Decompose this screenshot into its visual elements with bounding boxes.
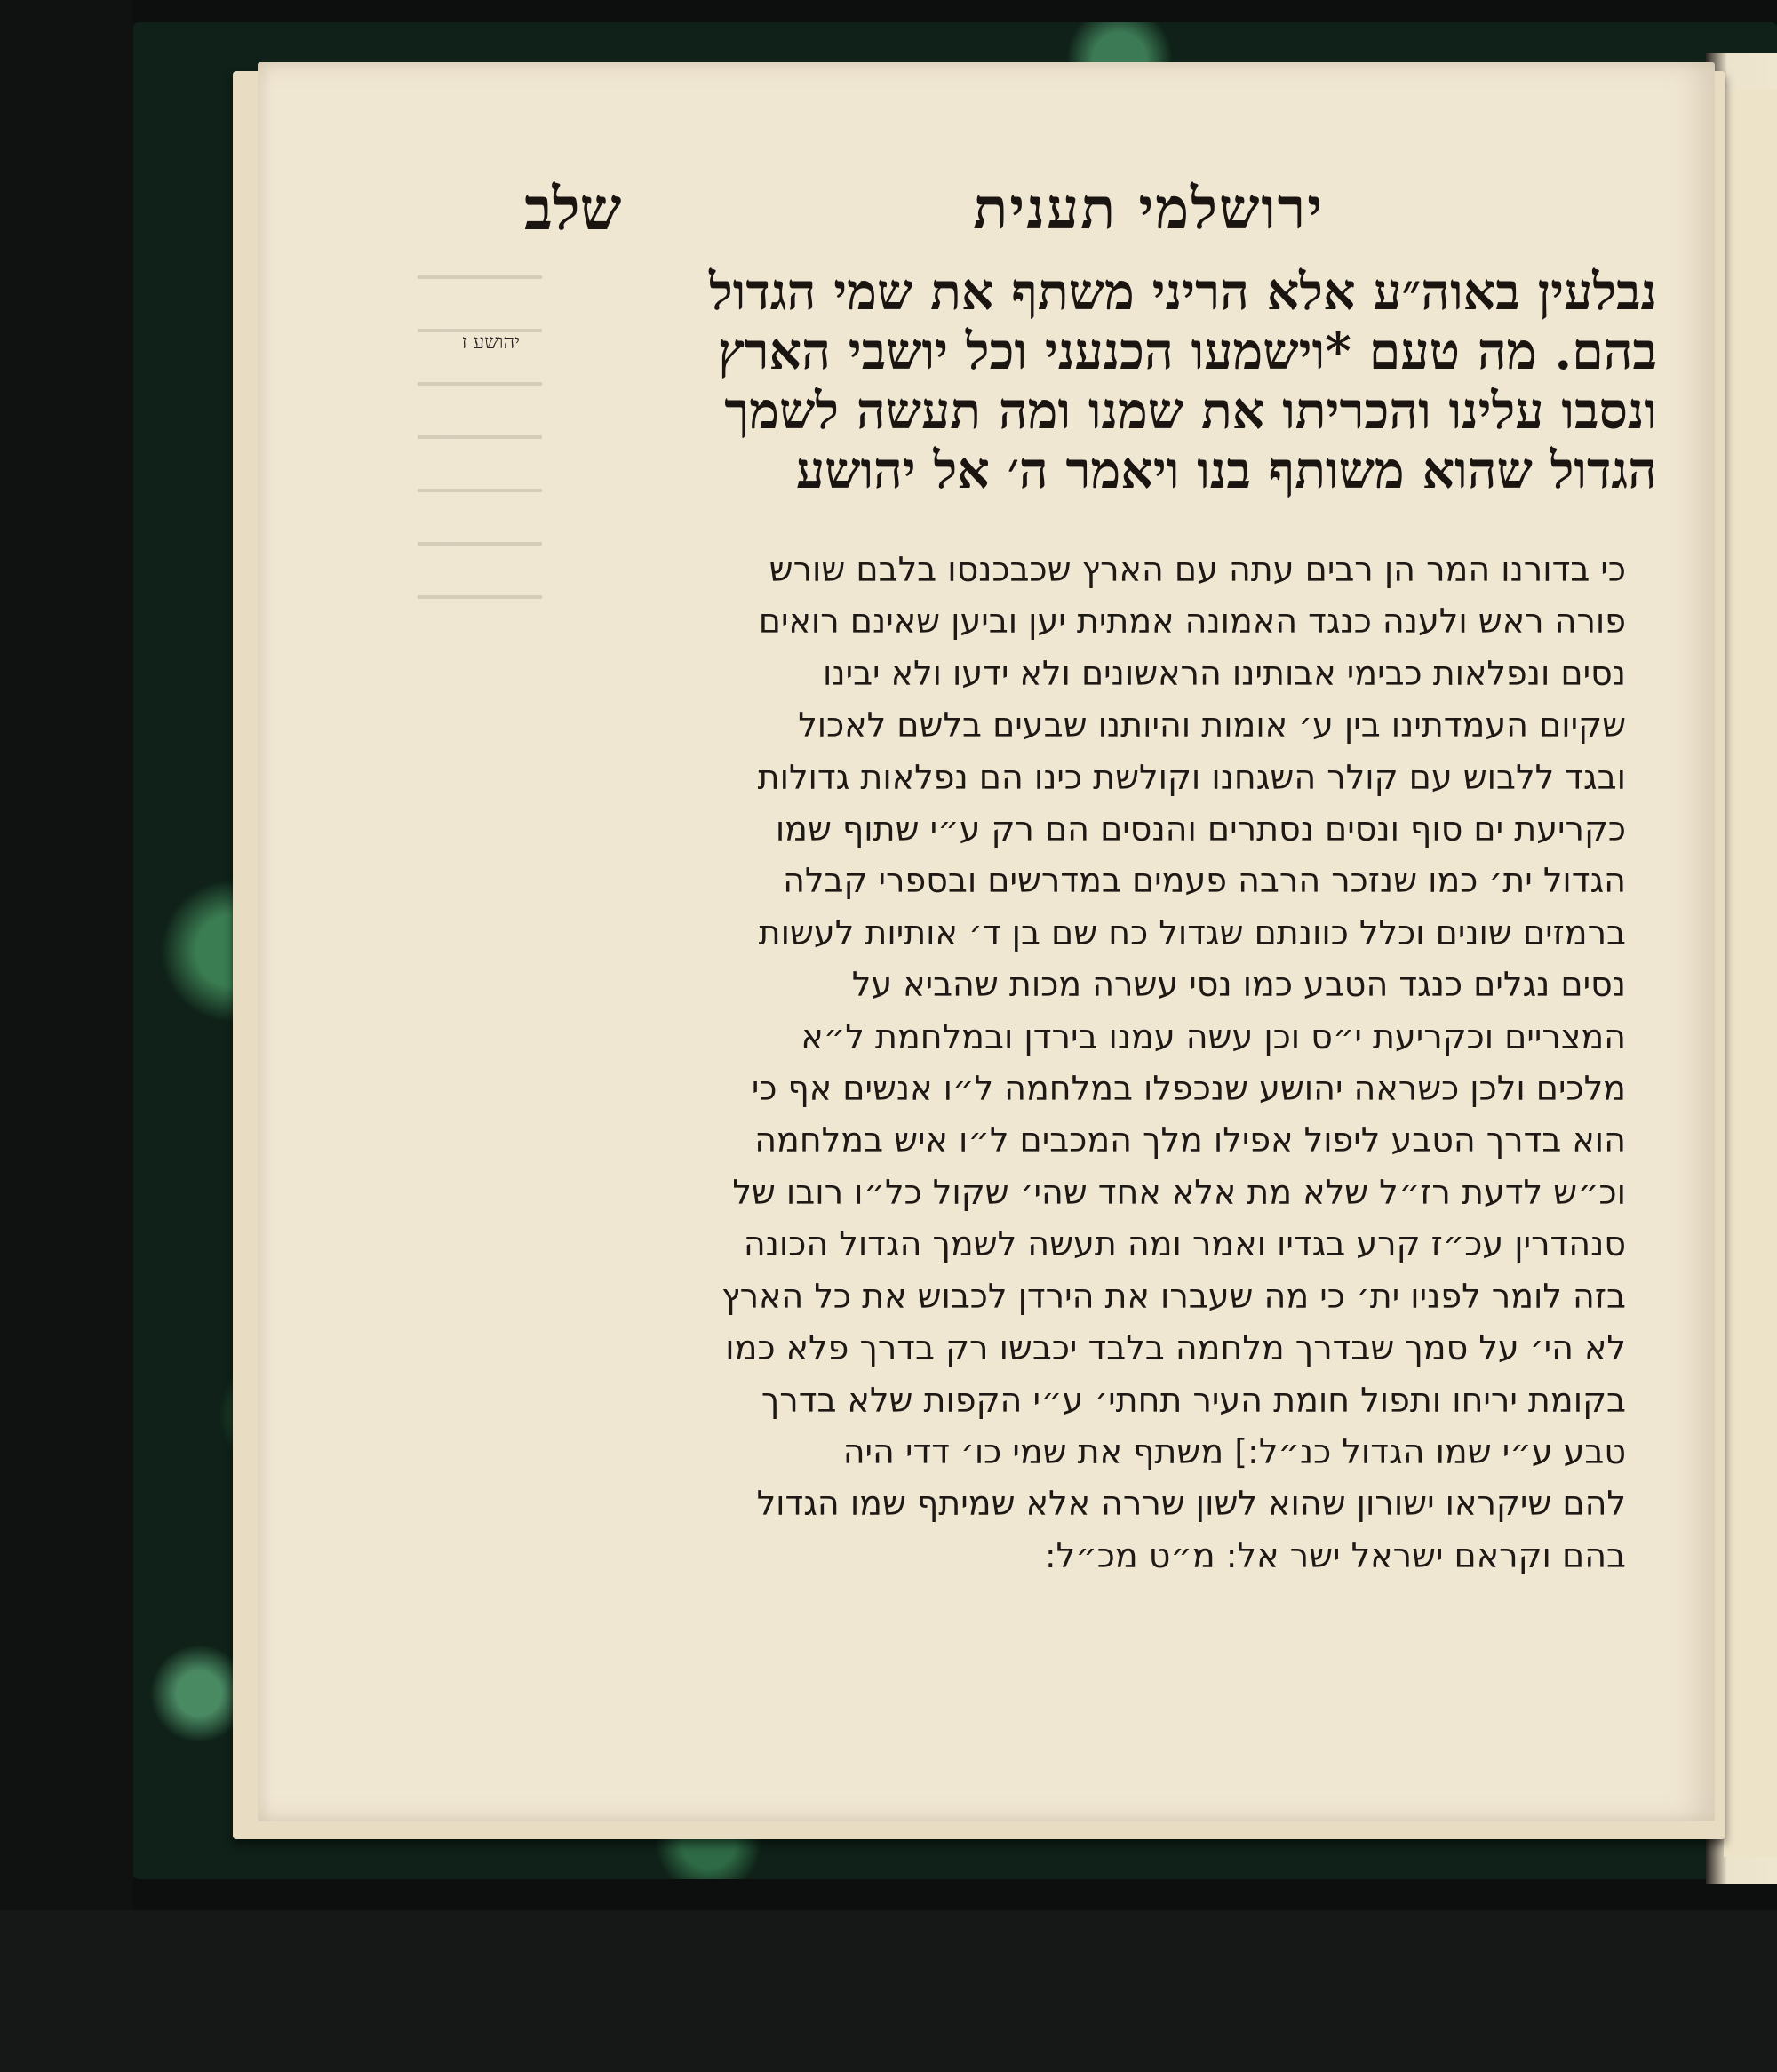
main-text-line: הגדול שהוא משותף בנו ויאמר ה׳ אל יהושע [795, 441, 1657, 500]
background-bottom [0, 1910, 1777, 2072]
commentary-line: נסים נגלים כנגד הטבע כמו נסי עשרה מכות שהביא על [851, 965, 1626, 1005]
main-text-line: בהם. מה טעם *וישמעו הכנעני וכל יושבי הארץ [717, 322, 1657, 381]
main-text-block [529, 262, 1657, 500]
commentary-block [515, 544, 1626, 1582]
commentary-line: וכ״ש לדעת רז״ל שלא מת אלא אחד שהי׳ שקול כל״ו רובו של [732, 1172, 1626, 1212]
commentary-line: המצריים וכקריעת י״ס וכן עשה עמנו בירדן ובמלחמת ל״א [801, 1016, 1626, 1056]
commentary-line: טבע ע״י שמו הגדול כנ״ל:] משתף את שמי כו׳ דדי היה [842, 1431, 1626, 1471]
commentary-line: בזה לומר לפניו ית׳ כי מה שעברו את הירדן לכבוש את כל הארץ [721, 1276, 1626, 1316]
commentary-line: בקומת יריחו ותפול חומת העיר תחתי׳ ע״י הקפות שלא בדרך [761, 1380, 1626, 1420]
commentary-line: כקריעת ים סוף ונסים נסתרים והנסים הם רק ע״י שתוף שמו [775, 809, 1626, 849]
commentary-line: ובגד ללבוש עם קולר השגחנו וקולשת כינו הם נפלאות גדולות [757, 757, 1626, 797]
commentary-line: בהם וקראם ישראל ישר אל: מ״ט מכ״ל: [1044, 1535, 1626, 1575]
commentary-line: לא הי׳ על סמך שבדרך מלחמה בלבד יכבשו רק בדרך פלא כמו [725, 1328, 1626, 1368]
commentary-line: הגדול ית׳ כמו שנזכר הרבה פעמים במדרשים ובספרי קבלה [783, 861, 1626, 901]
commentary-line: הוא בדרך הטבע ליפול אפילו מלך המכבים ל״ו איש במלחמה [754, 1120, 1626, 1160]
commentary-line: להם שיקראו ישורון שהוא לשון שררה אלא שמיתף שמו הגדול [756, 1484, 1626, 1524]
page-number: שלב [524, 173, 622, 243]
commentary-line: סנהדרין עכ״ז קרע בגדיו ואמר ומה תעשה לשמך הגדול הכונה [743, 1224, 1626, 1264]
commentary-line: כי בדורנו המר הן רבים עתה עם הארץ שכבכנסו בלבם שורש [769, 550, 1626, 589]
commentary-line: פורה ראש ולענה כנגד האמונה אמתית יען וביען שאינם רואים [758, 602, 1626, 642]
page-title: ירושלמי תענית [973, 175, 1324, 243]
main-text-line: נבלעין באוה״ע אלא הריני משתף את שמי הגדול [709, 262, 1657, 322]
running-header [524, 169, 1324, 249]
commentary-line: מלכים ולכן כשראה יהושע שנכפלו במלחמה ל״ו אנשים אף כי [751, 1069, 1626, 1109]
background-left [0, 0, 133, 2072]
commentary-line: נסים ונפלאות כבימי אבותינו הראשונים ולא ידעו ולא יבינו [823, 653, 1626, 693]
commentary-line: ברמזים שונים וכלל כוונתם שגדול כח שם בן ד׳ אותיות לעשות [758, 912, 1626, 952]
facing-page-edge [1724, 89, 1777, 1857]
main-text-line: ונסבו עלינו והכריתו את שמנו ומה תעשה לשמך [724, 381, 1657, 441]
margin-reference: יהושע ז [461, 331, 520, 354]
commentary-line: שקיום העמדתינו בין ע׳ אומות והיותנו שבעים בלשם לאכול [798, 705, 1626, 745]
